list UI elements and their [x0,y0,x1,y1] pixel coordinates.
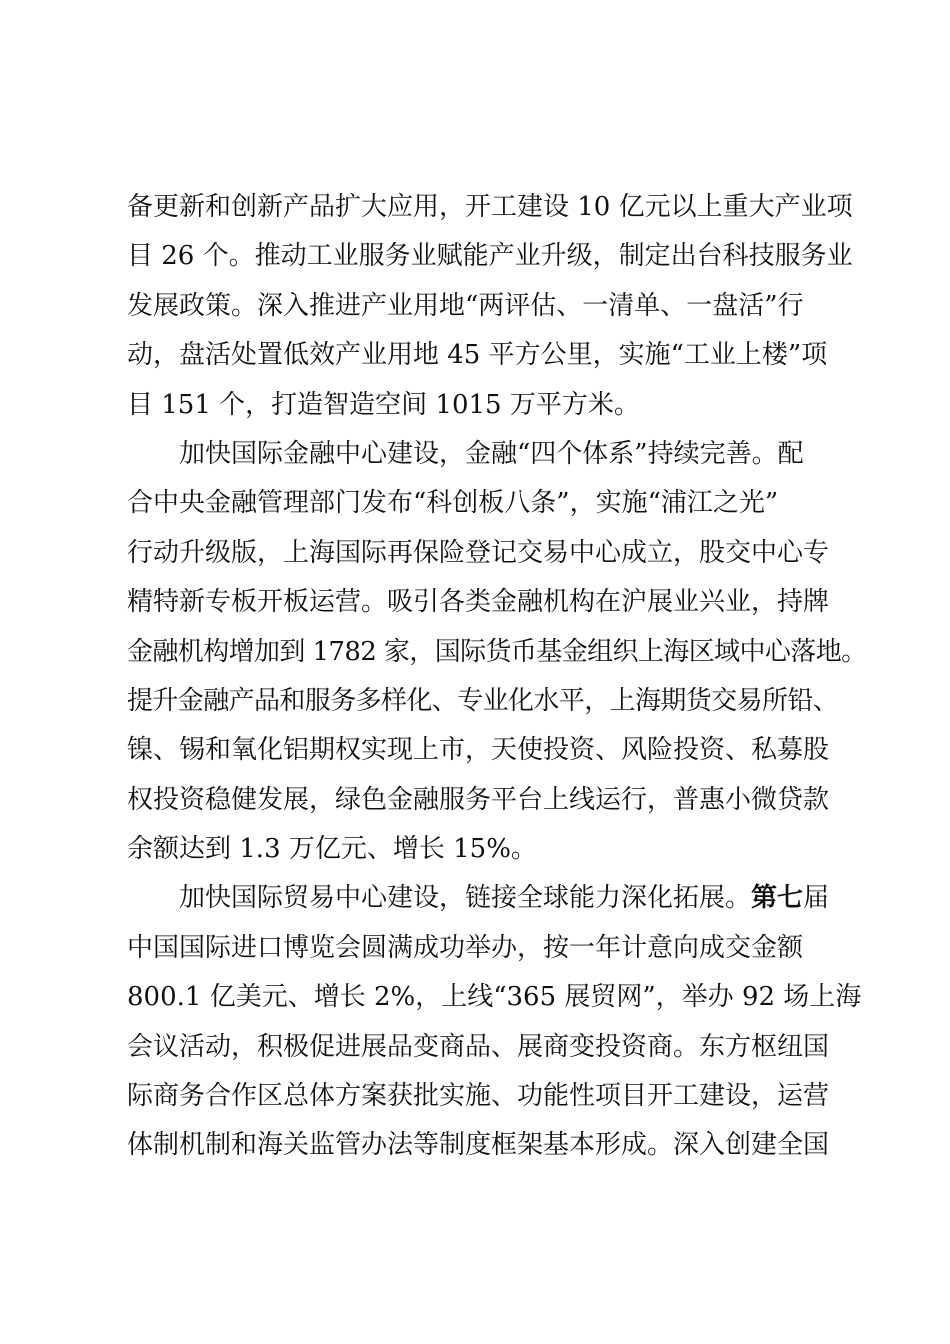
text-line: 目 26 个。推动工业服务业赋能产业升级，制定出台科技服务业 [127,241,853,272]
text-line: 动，盘活处置低效产业用地 45 平方公里，实施“工业上楼”项 [127,340,828,371]
text-line: 合中央金融管理部门发布“科创板八条”，实施“浦江之光” [127,488,779,519]
text-line: 中国国际进口博览会圆满成功举办，按一年计意向成交金额 [127,932,804,963]
body-text [127,183,867,1171]
text-line [127,874,847,923]
text-line: 权投资稳健发展，绿色金融服务平台上线运行，普惠小微贷款 [127,784,830,815]
paragraph-finance [127,430,867,875]
paragraph-industry [127,183,853,430]
text-line: 目 151 个，打造智造空间 1015 万平方米。 [127,389,640,420]
text-line: 镍、锡和氧化铝期权实现上市，天使投资、风险投资、私募股 [127,735,830,766]
text-line: 际商务合作区总体方案获批实施、功能性项目开工建设，运营 [127,1081,830,1112]
text-line: 行动升级版，上海国际再保险登记交易中心成立，股交中心专 [127,537,830,568]
text-line: 余额达到 1.3 万亿元、增长 15%。 [127,834,537,865]
text-run: 加快国际贸易中心建设，链接全球能力深化拓展。 [179,883,752,914]
text-line: 体制机制和海关监管办法等制度框架基本形成。深入创建全国 [127,1130,830,1161]
text-run: 届 [803,883,830,914]
bold-text-run: 第七 [751,883,804,914]
text-line: 提升金融产品和服务多样化、专业化水平，上海期货交易所铅、 [127,685,839,716]
paragraph-trade [127,874,862,1170]
text-line: 会议活动，积极促进展品变商品、展商变投资商。东方枢纽国 [127,1031,830,1062]
text-line: 800.1 亿美元、增长 2%，上线“365 展贸网”，举办 92 场上海 [127,982,862,1013]
text-line: 备更新和创新产品扩大应用，开工建设 10 亿元以上重大产业项 [127,192,853,222]
text-line: 发展政策。深入推进产业用地“两评估、一清单、一盘活”行 [127,290,804,321]
text-line: 加快国际金融中心建设，金融“四个体系”持续完善。配 [179,438,804,469]
text-line: 精特新专板开板运营。吸引各类金融机构在沪展业兴业，持牌 [127,587,830,618]
text-line: 金融机构增加到 1782 家，国际货币基金组织上海区域中心落地。 [127,636,867,667]
